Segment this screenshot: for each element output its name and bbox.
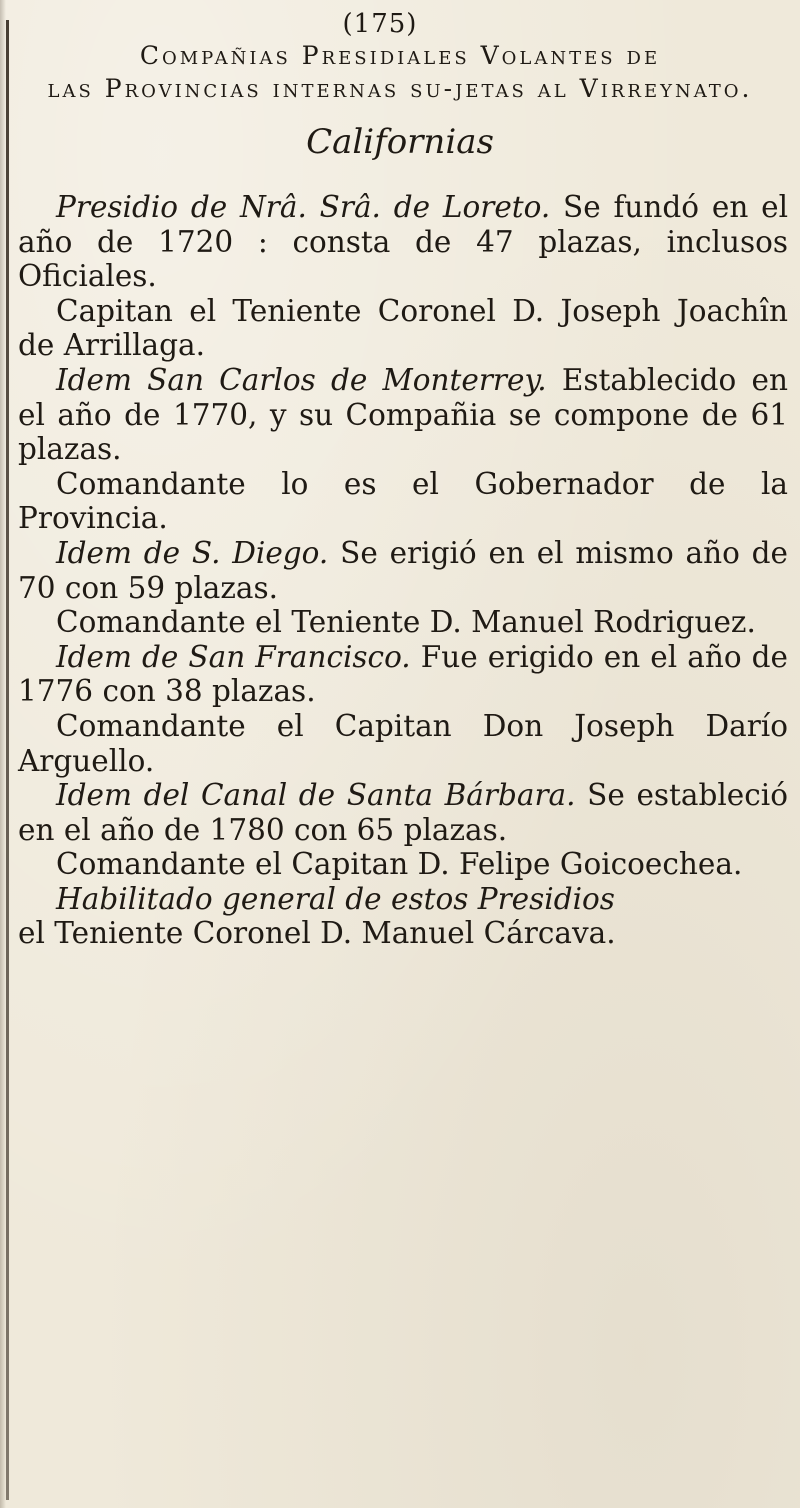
entry-title: Idem de S. Diego. xyxy=(56,535,329,570)
page-number: (175) xyxy=(342,9,418,39)
closing-title xyxy=(18,882,788,917)
entry-text: Se erigió en el mismo año de 70 con 59 plazas. xyxy=(18,535,789,605)
entry-text: Se fundó en el año de 1720 : consta de 47 plazas, inclusos Oficiales. xyxy=(18,190,788,294)
entry-paragraph xyxy=(18,778,788,847)
entry-san-diego xyxy=(18,536,788,640)
entry-santa-barbara xyxy=(18,778,788,882)
entry-officer: Comandante el Teniente D. Manuel Rodriguez. xyxy=(56,605,756,640)
entry-title: Idem San Carlos de Monterrey. xyxy=(56,362,547,397)
entry-officer: Capitan el Teniente Coronel D. Joseph Joachîn de Arrillaga. xyxy=(18,293,788,363)
running-head-line-2: las Provincias internas su-jetas al Virreynato. xyxy=(47,74,753,103)
body-text xyxy=(18,190,788,951)
entry-title: Presidio de Nrâ. Srâ. de Loreto. xyxy=(56,190,551,224)
entry-title: Idem del Canal de Santa Bárbara. xyxy=(56,778,576,813)
entry-san-francisco xyxy=(18,640,788,778)
entry-officer: Comandante lo es el Gobernador de la Provincia. xyxy=(18,466,788,536)
entry-paragraph xyxy=(18,363,788,467)
closing-title-text: Habilitado general de estos Presidios xyxy=(56,881,615,916)
entry-officer: Comandante el Capitan D. Felipe Goicoechea. xyxy=(56,847,743,882)
entry-paragraph xyxy=(18,190,788,294)
entry-habilitado xyxy=(18,882,788,951)
entry-paragraph xyxy=(18,536,788,605)
entry-paragraph xyxy=(18,640,788,709)
entry-title: Idem de San Francisco. xyxy=(56,639,411,674)
closing-text: el Teniente Coronel D. Manuel Cárcava. xyxy=(18,916,616,951)
section-title: Californias xyxy=(306,122,494,162)
entry-text: Fue erigido en el año de 1776 con 38 plazas. xyxy=(18,639,789,709)
running-head-line-1: Compañias Presidiales Volantes de xyxy=(139,41,661,70)
binding-edge-line xyxy=(6,20,9,1500)
page-header xyxy=(10,8,790,104)
entry-officer: Comandante el Capitan Don Joseph Darío Arguello. xyxy=(18,708,788,778)
entry-loreto xyxy=(18,190,788,363)
entry-monterrey xyxy=(18,363,788,536)
entry-text: Establecido en el año de 1770, y su Compañia se compone de 61 plazas. xyxy=(18,362,788,467)
entry-text: Se estableció en el año de 1780 con 65 plazas. xyxy=(18,778,788,847)
